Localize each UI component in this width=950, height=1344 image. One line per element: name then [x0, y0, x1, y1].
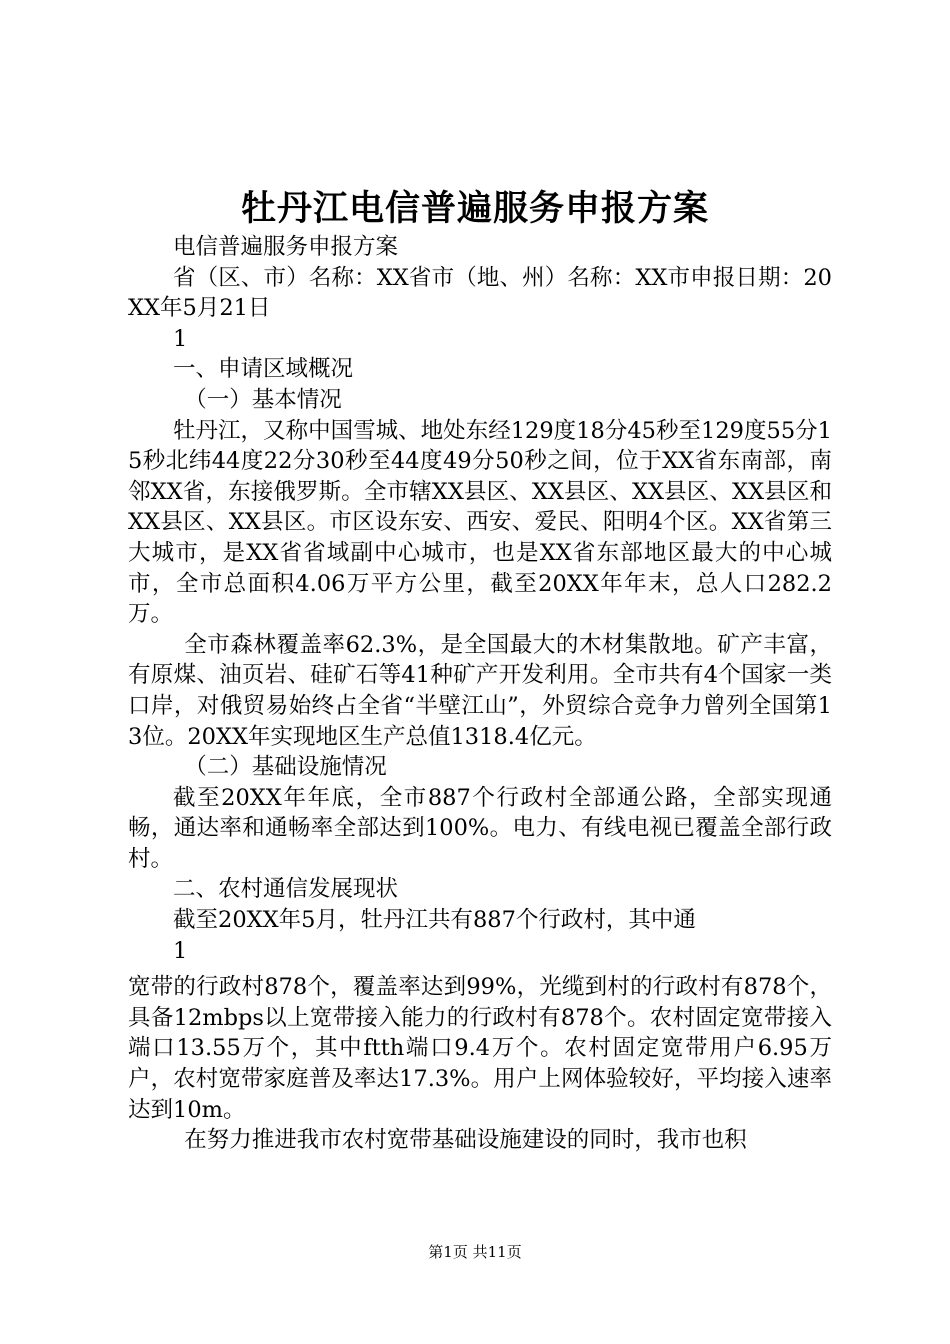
- heading-subsection-1: （一）基本情况: [184, 386, 342, 413]
- paragraph-continuation: 在努力推进我市农村宽带基础设施建设的同时，我市也积: [184, 1127, 747, 1154]
- document-body: [128, 232, 832, 1156]
- paragraph-region-info: 省（区、市）名称：XX省市（地、州）名称：XX市申报日期：20XX年5月21日: [128, 264, 832, 322]
- paragraph-rural-villages: 截至20XX年5月，牡丹江共有887个行政村，其中通: [173, 907, 696, 934]
- paragraph-page-marker: 1: [173, 325, 188, 352]
- paragraph-basic-info: 牡丹江，又称中国雪城、地处东经129度18分45秒至129度55分15秒北纬44度22分30秒至44度49分50秒之间，位于XX省东南部，南邻XX省，东接俄罗斯。全市辖XX县区、XX县区、XX县区、XX县区和XX县区、XX县区。市区设东安、西安、爱民、阳明4个区。XX省第三大城市，是XX省省域副中心城市，也是XX省东部地区最大的中心城市，全市总面积4.06万平方公里，截至20XX年年末，总人口282.2万。: [128, 417, 832, 628]
- heading-section-1: 一、申请区域概况: [173, 356, 354, 383]
- heading-subsection-2: （二）基础设施情况: [184, 754, 387, 781]
- document-title: 牡丹江电信普遍服务申报方案: [240, 188, 709, 229]
- page-footer: 第1页 共11页: [428, 1243, 522, 1261]
- paragraph-forest-info: 全市森林覆盖率62.3%，是全国最大的木材集散地。矿产丰富，有原煤、油页岩、硅矿石等41种矿产开发利用。全市共有4个国家一类口岸，对俄贸易始终占全省“半壁江山”，外贸综合竞争力曾列全国第13位。20XX年实现地区生产总值1318.4亿元。: [128, 631, 832, 750]
- paragraph-page-marker-2: 1: [173, 937, 188, 964]
- paragraph-subtitle: 电信普遍服务申报方案: [173, 234, 399, 260]
- paragraph-broadband: 宽带的行政村878个，覆盖率达到99%，光缆到村的行政村有878个，具备12mbps以上宽带接入能力的行政村有878个。农村固定宽带接入端口13.55万个，其中ftth端口9.4万个。农村固定宽带用户6.95万户，农村宽带家庭普及率达17.3%。用户上网体验较好，平均接入速率达到10m。: [128, 974, 832, 1123]
- heading-section-2: 二、农村通信发展现状: [173, 876, 399, 903]
- paragraph-infrastructure: 截至20XX年年底，全市887个行政村全部通公路，全部实现通畅，通达率和通畅率全部达到100%。电力、有线电视已覆盖全部行政村。: [128, 784, 832, 872]
